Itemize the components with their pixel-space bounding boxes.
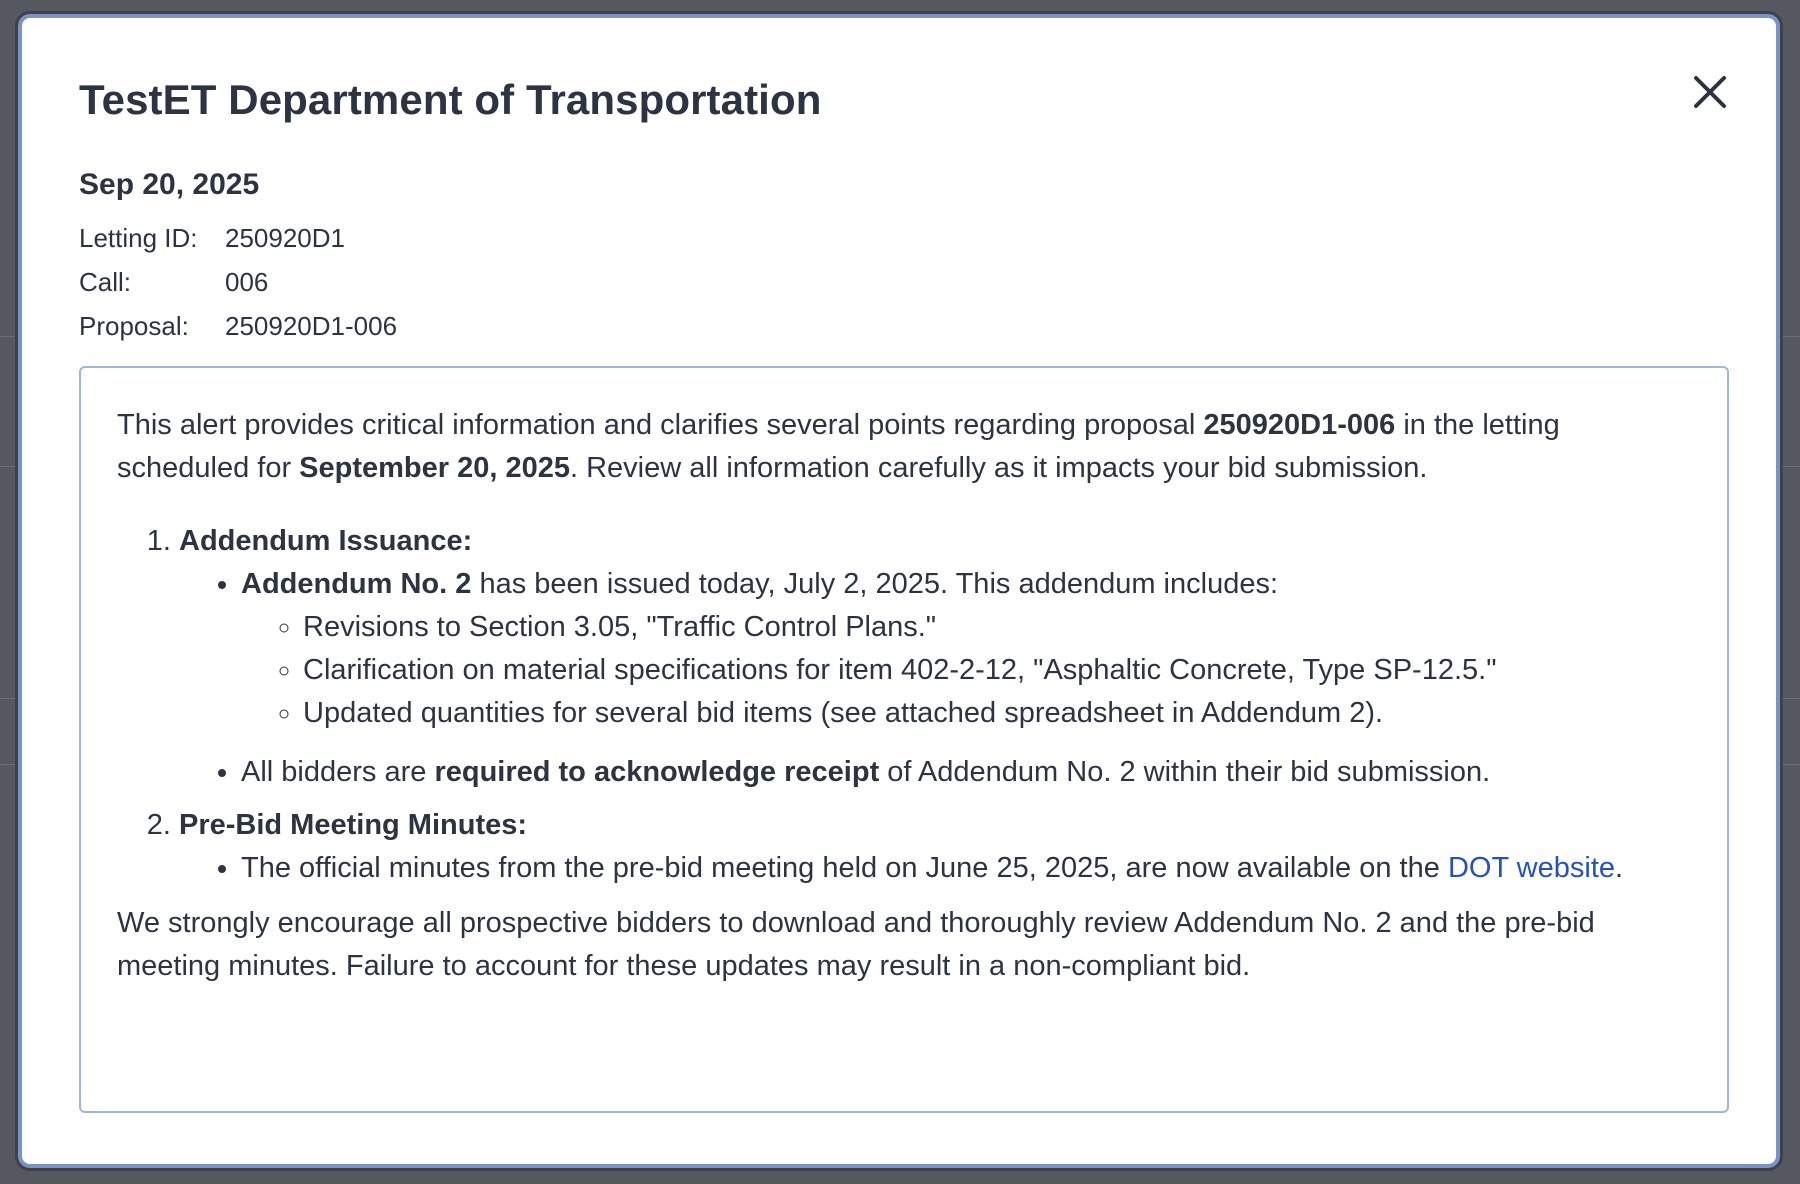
bullet-pre: All bidders are: [241, 756, 435, 788]
sub-bullet-item: ◦ Clarification on material specifications for item 402-2-12, "Asphaltic Concrete, Type SP-12.5.": [303, 649, 1693, 692]
close-button[interactable]: [1690, 70, 1734, 114]
bullet-item: [241, 847, 1693, 890]
letting-id-value: 250920D1: [225, 223, 345, 253]
call-label: Call:: [79, 267, 132, 297]
intro-proposal: 250920D1-006: [1203, 409, 1396, 441]
bullet-list: [179, 563, 1693, 794]
alert-closing: We strongly encourage all prospective bidders to download and thoroughly review Addendum No. 2 and the pre-bid meeting minutes. Failure to account for these updates may result in a non-compliant bid.: [117, 907, 1595, 982]
letting-details: [79, 168, 397, 348]
intro-text-1: This alert provides critical information and clarifies several points regarding proposal: [117, 409, 1204, 441]
bullet-text: The official minutes from the pre-bid meeting held on June 25, 2025, are now available on the: [241, 852, 1448, 884]
letting-id-label: Letting ID:: [79, 223, 198, 253]
dot-website-link[interactable]: DOT website: [1447, 852, 1616, 884]
bullet-list: [179, 847, 1693, 890]
alert-intro: [117, 404, 1693, 490]
letting-id-row: [79, 216, 397, 260]
call-value: 006: [225, 267, 269, 297]
section-heading: Pre-Bid Meeting Minutes:: [179, 809, 528, 841]
close-icon: [1690, 72, 1730, 112]
bullet-text: of Addendum No. 2 within their bid submission.: [879, 756, 1491, 788]
bullet-bold: required to acknowledge receipt: [434, 756, 880, 788]
proposal-value: 250920D1-006: [225, 311, 398, 341]
alert-modal: [18, 14, 1780, 1168]
modal-title: TestET Department of Transportation: [79, 76, 822, 123]
alert-sections-list: [117, 520, 1693, 890]
sub-bullet-item: ◦ Revisions to Section 3.05, "Traffic Control Plans.": [303, 606, 1693, 649]
bullet-item: [241, 751, 1693, 794]
bullet-text: has been issued today, July 2, 2025. This addendum includes:: [471, 568, 1279, 600]
sub-bullet-list: [241, 606, 1693, 735]
bullet-after: .: [1615, 852, 1624, 884]
call-row: [79, 260, 397, 304]
intro-text-2: in the letting scheduled for: [117, 409, 1560, 484]
alert-message-box: [79, 366, 1729, 1113]
intro-date: September 20, 2025: [299, 452, 570, 484]
section-item: [179, 804, 1693, 890]
bullet-item: [241, 563, 1693, 735]
section-heading: Addendum Issuance:: [179, 525, 473, 557]
proposal-row: [79, 304, 397, 348]
sub-bullet-item: ◦ Updated quantities for several bid items (see attached spreadsheet in Addendum 2).: [303, 692, 1693, 735]
proposal-label: Proposal:: [79, 311, 189, 341]
letting-date: Sep 20, 2025: [79, 168, 260, 201]
intro-text-3: . Review all information carefully as it impacts your bid submission.: [570, 452, 1428, 484]
bullet-bold: Addendum No. 2: [241, 568, 472, 600]
section-item: [179, 520, 1693, 794]
